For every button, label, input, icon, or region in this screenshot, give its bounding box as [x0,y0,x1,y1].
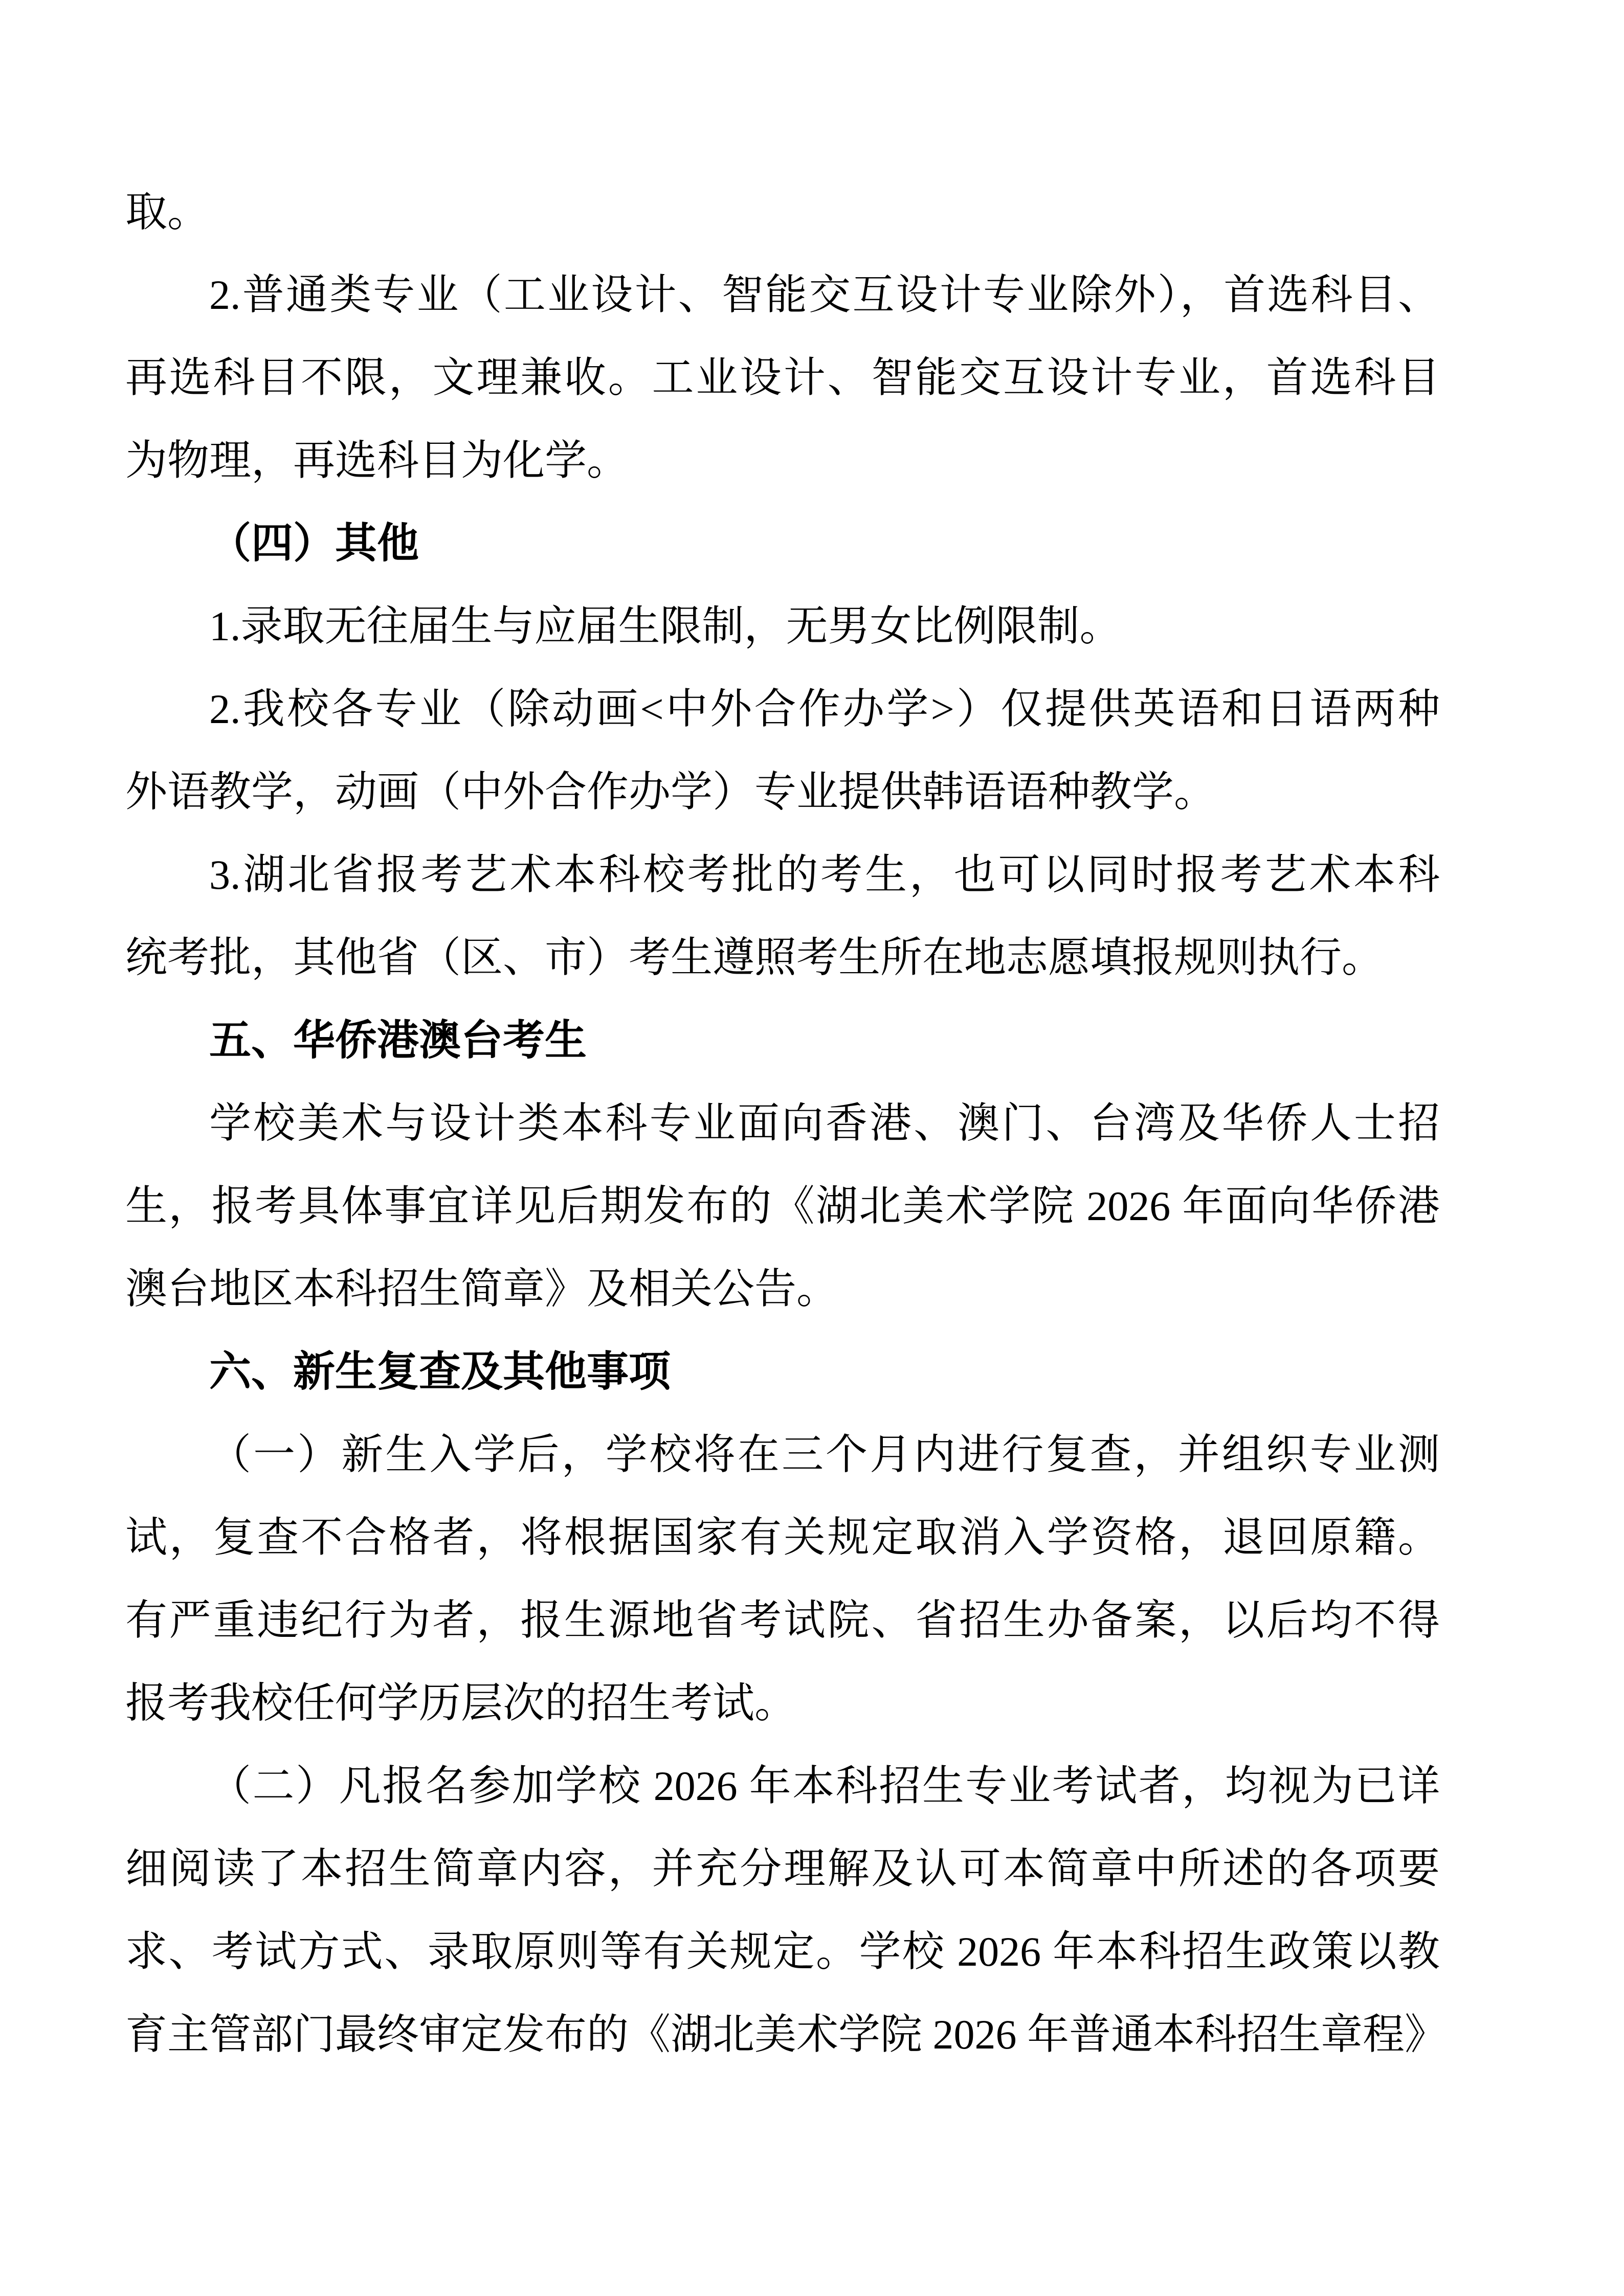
text-line: 澳台地区本科招生简章》及相关公告。 [125,1266,839,1312]
text-line: 报考我校任何学历层次的招生考试。 [125,1680,797,1726]
text-line: 育主管部门最终审定发布的《湖北美术学院 2026 年普通本科招生章程》 [125,2011,1447,2058]
text-line: 学校美术与设计类本科专业面向香港、澳门、台湾及华侨人士招 [209,1100,1440,1146]
section-heading: （四）其他 [209,520,419,567]
section-heading: 六、新生复查及其他事项 [209,1348,671,1395]
text-line: 1.录取无往届生与应届生限制，无男女比例限制。 [209,603,1122,649]
text-line: 再选科目不限，文理兼收。工业设计、智能交互设计专业，首选科目 [125,354,1440,401]
text-line: 2.我校各专业（除动画<中外合作办学>）仅提供英语和日语两种 [209,686,1440,732]
text-line: 统考批，其他省（区、市）考生遵照考生所在地志愿填报规则执行。 [125,934,1384,981]
text-line: （二）凡报名参加学校 2026 年本科招生专业考试者，均视为已详 [209,1763,1440,1809]
text-line: 外语教学，动画（中外合作办学）专业提供韩语语种教学。 [125,769,1216,815]
text-line: 有严重违纪行为者，报生源地省考试院、省招生办备案，以后均不得 [125,1597,1440,1644]
document-body [125,171,1447,2076]
text-line: 为物理，再选科目为化学。 [125,437,629,484]
text-line: 求、考试方式、录取原则等有关规定。学校 2026 年本科招生政策以教 [125,1928,1440,1975]
text-line: 2.普通类专业（工业设计、智能交互设计专业除外），首选科目、 [209,272,1440,318]
text-line: 取。 [125,189,210,235]
text-line: 3.湖北省报考艺术本科校考批的考生，也可以同时报考艺术本科 [209,851,1440,898]
section-heading: 五、华侨港澳台考生 [209,1017,587,1064]
text-line: 细阅读了本招生简章内容，并充分理解及认可本简章中所述的各项要 [125,1845,1440,1892]
text-line: 生，报考具体事宜详见后期发布的《湖北美术学院 2026 年面向华侨港 [125,1183,1440,1229]
text-line: 试，复查不合格者，将根据国家有关规定取消入学资格，退回原籍。 [125,1514,1440,1561]
text-line: （一）新生入学后，学校将在三个月内进行复查，并组织专业测 [209,1431,1440,1478]
